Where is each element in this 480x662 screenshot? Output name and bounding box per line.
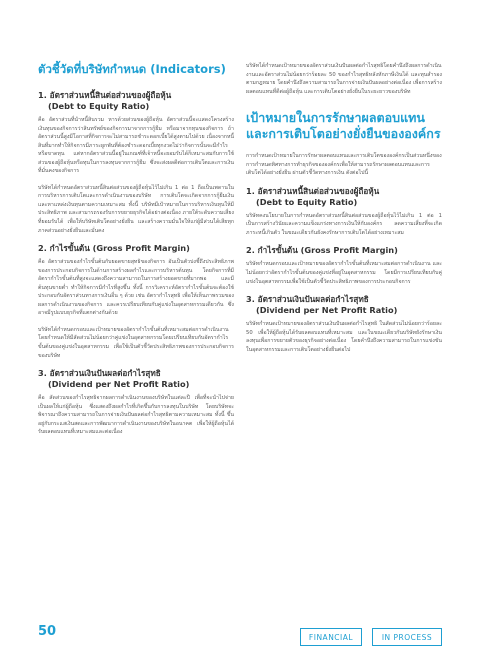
left-section-3-subtitle: (Dividend per Net Profit Ratio)	[48, 379, 190, 390]
left-section-3-title: 3. อัตราส่วนเงินปันผลต่อกำไรสุทธิ	[38, 368, 161, 379]
goals-title	[246, 110, 442, 142]
left-section-1-heading	[38, 90, 234, 112]
left-section-2-paragraph-1: คือ อัตราส่วนของกำไรขั้นต้นกับยอดขายสุทธิของกิจการ อันเป็นตัวบ่งชี้ถึงประสิทธิภาพของการประกอบกิจการในด้านการสร้างผลกำไรและการบริหารต้นทุน โดยกิจการที่มีอัตรากำไรขั้นต้นที่สูงจะแสดงถึงความสามารถในการสร้างยอดขายที่มากพอ และมีต้นทุนขายต่ำ ทำให้กิจการมีกำไรที่สูงขึ้น ทั้งนี้ การวิเคราะห์อัตรากำไรขั้นต้นจะต้องใช้ประกอบกับอัตราส่วนทางการเงินอื่น ๆ ด้วย เช่น อัตรากำไรสุทธิ เพื่อให้เห็นภาพรวมของผลการดำเนินงานของกิจการ และควรเปรียบเทียบกับคู่แข่งในอุตสาหกรรมเดียวกัน ซึ่งอาจมีรูปแบบธุรกิจที่แตกต่างกันด้วย	[38, 259, 234, 317]
right-section-1-paragraph: บริษัทคงนโยบายในการกำหนดอัตราส่วนหนี้สินต่อส่วนของผู้ถือหุ้นไว้ไม่เกิน 1 ต่อ 1 เป็นการสร้างวินัยและความแข็งแกร่งทางการเงินให้กับองค์กร ลดความเสี่ยงที่จะเกิดภาระหนี้เกินตัว ในขณะเดียวกันยังคงรักษาการเติบโตได้อย่างเหมาะสม	[246, 212, 442, 236]
right-section-3-paragraph: บริษัทกำหนดเป้าหมายของอัตราส่วนเงินปันผลต่อกำไรสุทธิ ในสัดส่วนไม่น้อยกว่าร้อยละ 50 เพื่อให้ผู้ถือหุ้นได้รับผลตอบแทนที่เหมาะสม และในขณะเดียวกันบริษัทยังรักษาเงินลงทุนเพื่อการขยายตัวของธุรกิจอย่างต่อเนื่อง โดยคำนึงถึงความสามารถในการแข่งขันในอุตสาหกรรมและการเติบโตอย่างยั่งยืนต่อไป	[246, 321, 442, 353]
goals-title-line-1: เป้าหมายในการรักษาผลตอบแทน	[246, 110, 425, 126]
right-section-1-subtitle: (Debt to Equity Ratio)	[256, 196, 358, 207]
page-number: 50	[38, 624, 57, 639]
right-section-2-paragraph: บริษัทกำหนดกรอบและเป้าหมายของอัตรากำไรขั้นต้นที่เหมาะสมต่อการดำเนินงาน และไม่น้อยกว่าอัตรากำไรขั้นต้นของคู่แข่งที่อยู่ในอุตสาหกรรม โดยมีการเปรียบเทียบกับคู่แข่งในอุตสาหกรรมเพื่อใช้เป็นตัวชี้วัดประสิทธิภาพของการประกอบกิจการ	[246, 261, 442, 285]
indicators-title: ตัวชี้วัดที่บริษัทกำหนด (Indicators)	[38, 62, 226, 76]
goals-intro-paragraph: การกำหนดเป้าหมายในการรักษาผลตอบแทนและการเติบโตขององค์กรเป็นส่วนหนึ่งของการกำหนดทิศทางการทำธุรกิจขององค์กรเพื่อให้สามารถรักษาผลตอบแทนและการเติบโตได้อย่างยั่งยืน ผ่านตัวชี้วัดทางการเงิน ดังต่อไปนี้	[246, 153, 442, 177]
left-column	[38, 62, 234, 445]
right-section-1-heading	[246, 186, 442, 208]
right-section-3-title: 3. อัตราส่วนเงินปันผลต่อกำไรสุทธิ	[246, 294, 369, 305]
tab-financial[interactable]: FINANCIAL	[300, 628, 362, 646]
left-section-1-paragraph-1: คือ อัตราส่วนที่นำหนี้สินรวม หารด้วยส่วนของผู้ถือหุ้น อัตราส่วนนี้จะแสดงโครงสร้างเงินทุนของกิจการว่าสินทรัพย์ของกิจการมาจากการกู้ยืม หรือมาจากทุนของกิจการ ถ้าอัตราส่วนนี้สูงมีโอกาสที่กิจการจะไม่สามารถชำระดอกเบี้ยได้สูงตามไปด้วย เนื่องจากหนี้สินที่มากทำให้กิจการมีภาระผูกพันที่ต้องชำระดอกเบี้ยทุกงวดไม่ว่ากิจการนั้นจะมีกำไร หรือขาดทุน แต่หากอัตราส่วนนี้อยู่ในเกณฑ์ที่เจ้าหนี้จะยอมรับได้ก็เหมาะสมกับการใช้ส่วนของผู้ถือหุ้นหรือทุนในการลงทุนจากการกู้ยืม ซึ่งจะส่งผลดีต่อการเติบโตและการเงินที่มั่นคงของกิจการ	[38, 117, 234, 175]
left-section-1-subtitle: (Debt to Equity Ratio)	[48, 101, 150, 111]
right-section-2-title: 2. กำไรขั้นต้น (Gross Profit Margin)	[246, 245, 398, 256]
right-section-3-subtitle: (Dividend per Net Profit Ratio)	[256, 305, 398, 316]
right-section-2-heading	[246, 245, 442, 256]
left-section-2-title: 2. กำไรขั้นต้น (Gross Profit Margin)	[38, 243, 190, 254]
left-section-2-paragraph-2: บริษัทได้กำหนดกรอบและเป้าหมายของอัตรากำไรขั้นต้นที่เหมาะสมต่อการดำเนินงาน โดยกำหนดให้มีสัดส่วนไม่น้อยกว่าคู่แข่งในอุตสาหกรรมโดยเปรียบเทียบกับอัตรากำไรขั้นต้นของคู่แข่งในอุตสาหกรรม เพื่อใช้เป็นตัวชี้วัดประสิทธิภาพของการประกอบกิจการของบริษัท	[38, 326, 234, 359]
goals-title-line-2: และการเติบโตอย่างยั่งยืนขององค์กร	[246, 126, 441, 142]
right-section-3-heading	[246, 294, 442, 316]
left-section-1-title: 1. อัตราส่วนหนี้สินต่อส่วนของผู้ถือหุ้น	[38, 90, 172, 100]
left-section-3-paragraph: คือ สัดส่วนของกำไรสุทธิจากผลการดำเนินงานของบริษัทในแต่ละปี เพื่อที่จะนำไปจ่ายเป็นผลให้แก่ผู้ถือหุ้น ซึ่งแสดงถึงผลกำไรที่เกิดขึ้นกับการลงทุนในบริษัท โดยบริษัทจะพิจารณาถึงความสามารถในการจ่ายเงินปันผลต่อกำไรสุทธิตามความเหมาะสม ทั้งนี้ ขึ้นอยู่กับกระแสเงินสดและการพัฒนาการดำเนินงานของบริษัทในอนาคต เพื่อให้ผู้ถือหุ้นได้รับผลตอบแทนที่เหมาะสมและต่อเนื่อง	[38, 395, 234, 436]
left-section-2-heading	[38, 243, 234, 254]
left-section-1-paragraph-2: บริษัทได้กำหนดอัตราส่วนหนี้สินต่อส่วนของผู้ถือหุ้นไว้ไม่เกิน 1 ต่อ 1 ถือเป็นเพดานในการบริหารการเติบโตและการดำเนินงานของบริษัท การเติบโตจะเกิดจากการกู้ยืมเงินและหาแหล่งเงินทุนตามความเหมาะสม ทั้งนี้ บริษัทมีเป้าหมายในการบริหารเงินทุนให้มีประสิทธิภาพ และสามารถรองรับการขยายธุรกิจได้อย่างต่อเนื่อง ภายใต้ระดับความเสี่ยงที่ยอมรับได้ เพื่อให้บริษัทเติบโตอย่างยั่งยืน และสร้างความมั่นใจให้แก่ผู้มีส่วนได้เสียทุกภาคส่วนอย่างยั่งยืนและมั่นคง	[38, 184, 234, 234]
right-column	[246, 62, 442, 362]
right-top-paragraph: บริษัทได้กำหนดเป้าหมายของอัตราส่วนเงินปันผลต่อกำไรสุทธิโดยคำนึงถึงผลการดำเนินงานและอัตราส่วนไม่น้อยกว่าร้อยละ 50 ของกำไรสุทธิหลังหักภาษีเงินได้ และทุนสำรองตามกฎหมาย โดยคำนึงถึงความสามารถในการจ่ายเงินปันผลอย่างต่อเนื่อง เพื่อการสร้างผลตอบแทนที่ดีต่อผู้ถือหุ้น และการเติบโตอย่างยั่งยืนในระยะยาวของบริษัท	[246, 63, 442, 95]
tab-in-process[interactable]: IN PROCESS	[372, 628, 442, 646]
right-section-1-title: 1. อัตราส่วนหนี้สินต่อส่วนของผู้ถือหุ้น	[246, 185, 380, 196]
left-section-3-heading	[38, 368, 234, 390]
